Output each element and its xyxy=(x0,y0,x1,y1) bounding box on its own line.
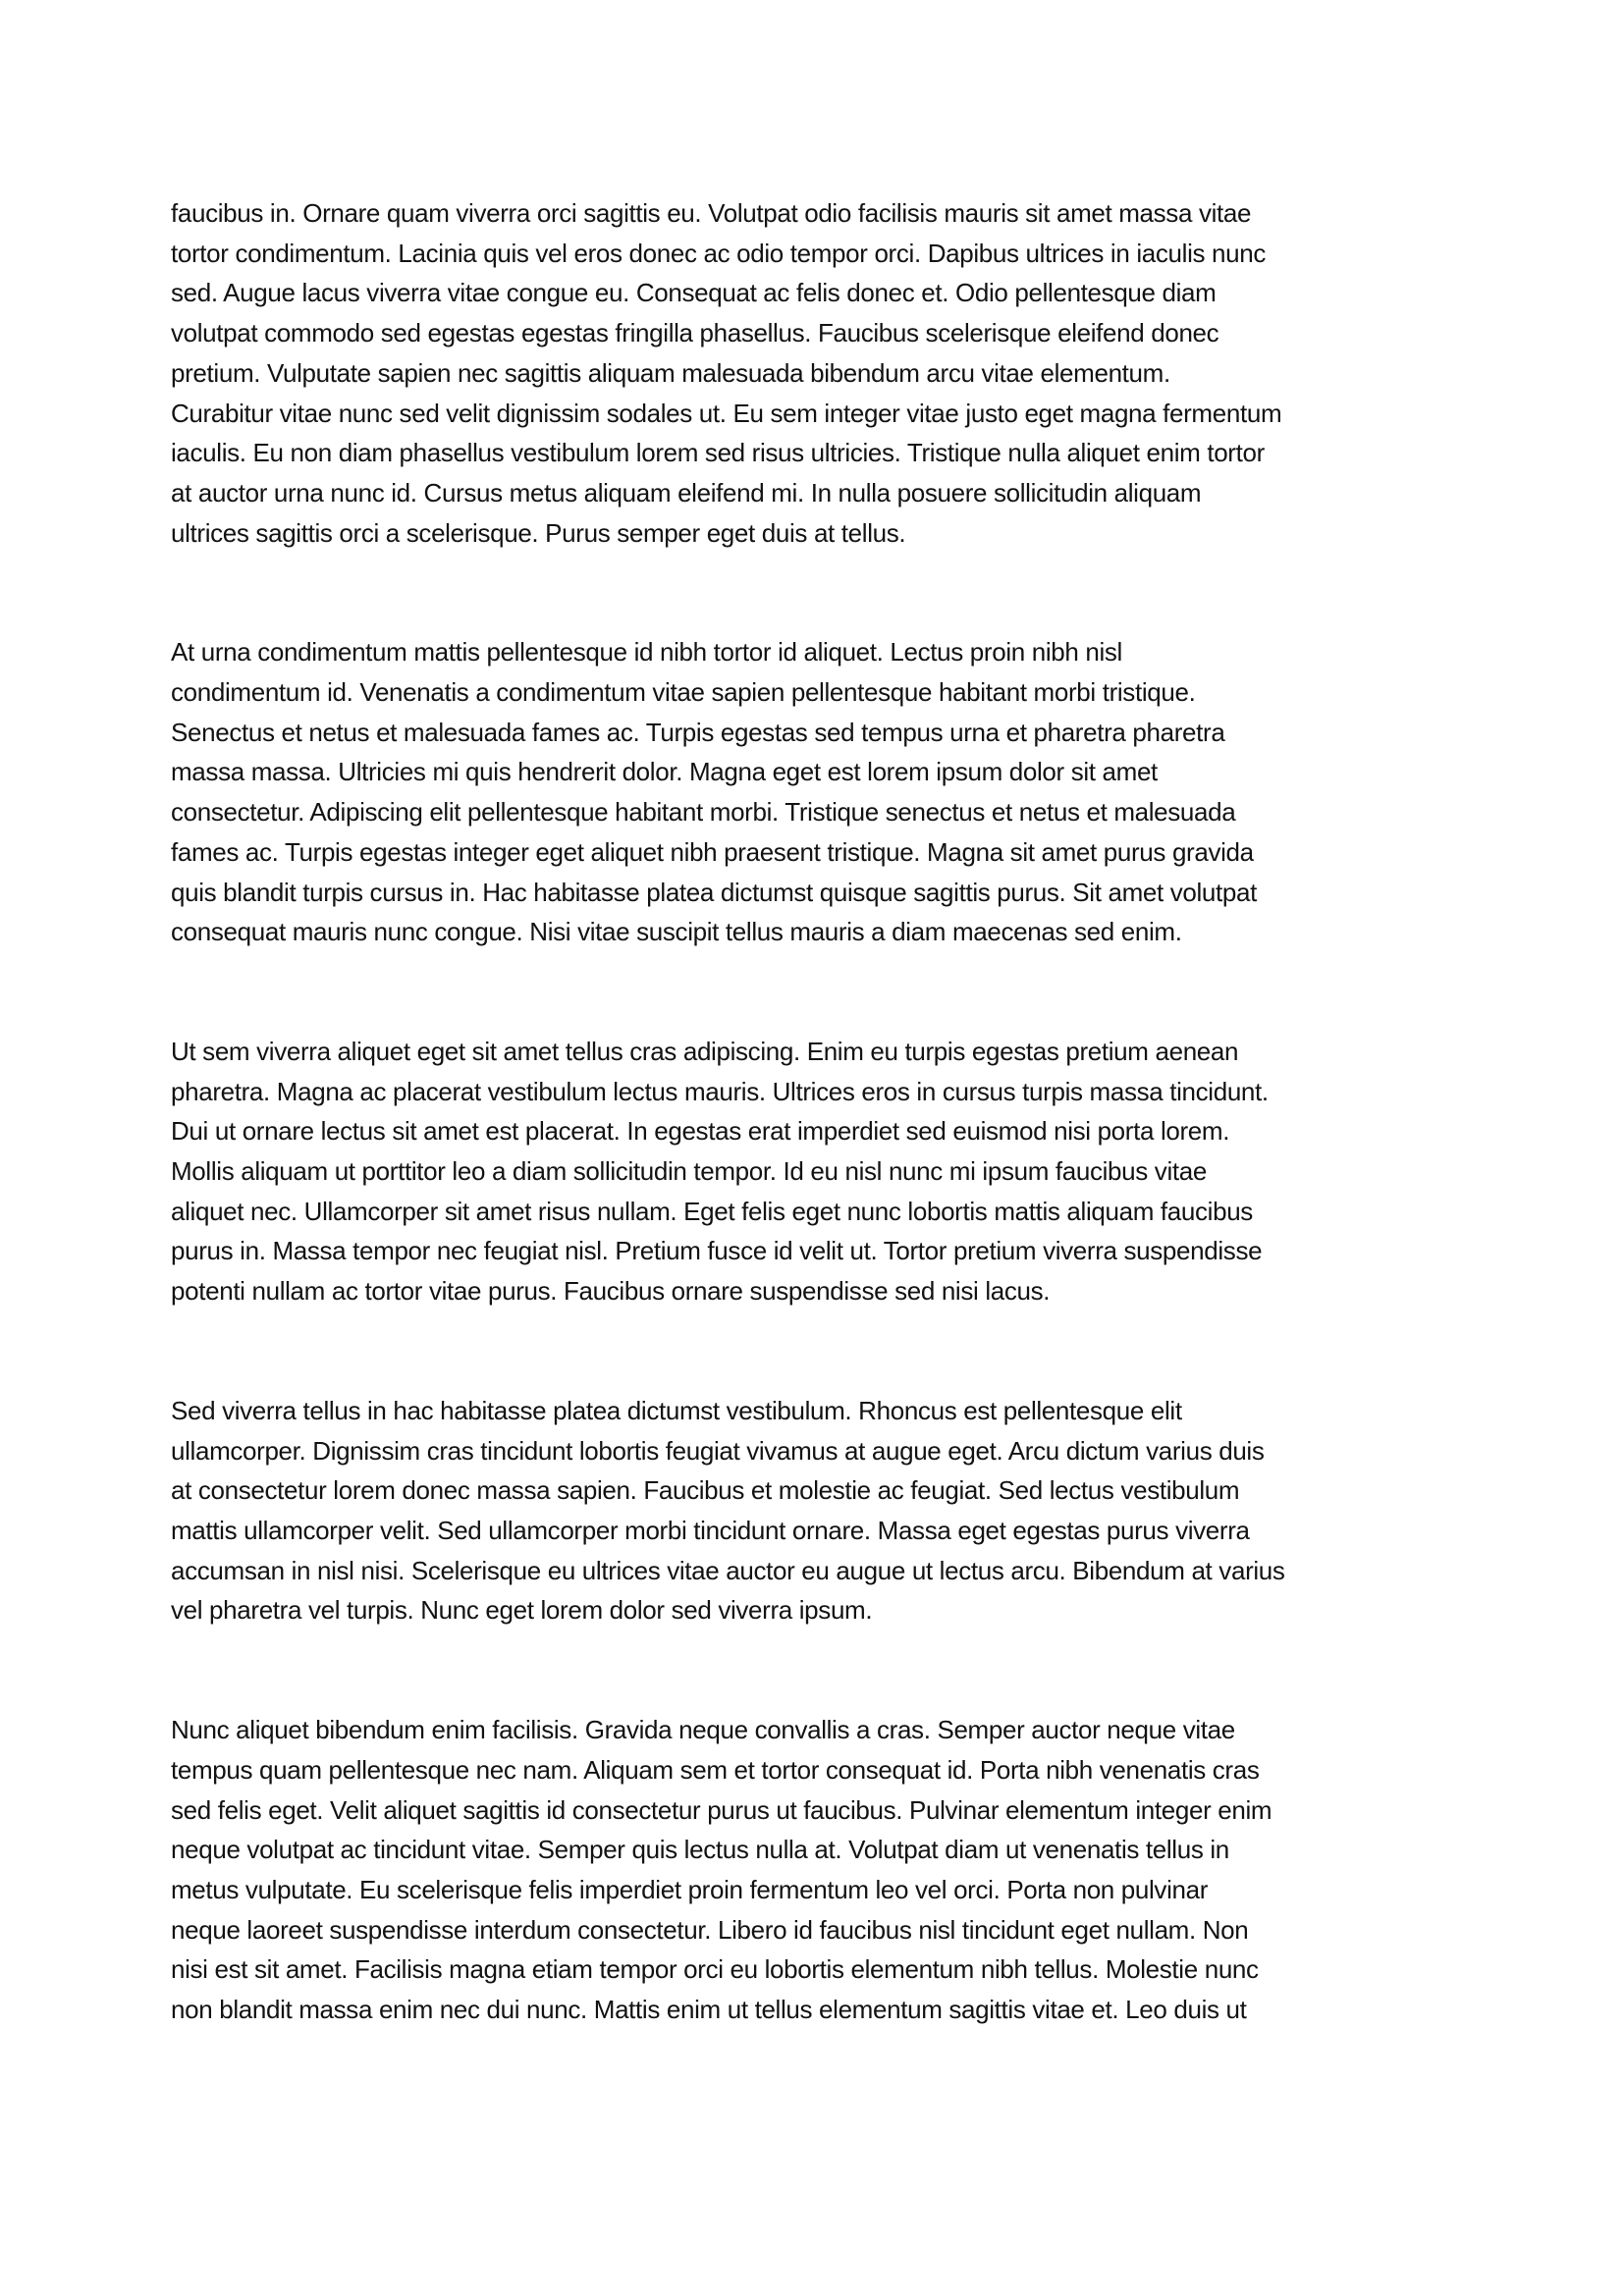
text-line: at consectetur lorem donec massa sapien. Faucibus et molestie ac feugiat. Sed lectus vestibulum xyxy=(171,1475,1240,1506)
text-line: quis blandit turpis cursus in. Hac habitasse platea dictumst quisque sagittis purus. Sit amet volutpat xyxy=(171,877,1258,907)
paragraph xyxy=(171,1710,1459,2030)
paragraph xyxy=(171,1391,1459,1630)
text-line: Senectus et netus et malesuada fames ac. Turpis egestas sed tempus urna et pharetra pharetra xyxy=(171,717,1225,747)
text-line: sed felis eget. Velit aliquet sagittis id consectetur purus ut faucibus. Pulvinar elementum integer enim xyxy=(171,1794,1272,1825)
text-line: at auctor urna nunc id. Cursus metus aliquam eleifend mi. In nulla posuere sollicitudin aliquam xyxy=(171,477,1202,507)
text-line: volutpat commodo sed egestas egestas fringilla phasellus. Faucibus scelerisque eleifend donec xyxy=(171,318,1219,348)
text-line: vel pharetra vel turpis. Nunc eget lorem dolor sed viverra ipsum. xyxy=(171,1595,873,1626)
text-line: purus in. Massa tempor nec feugiat nisl. Pretium fusce id velit ut. Tortor pretium viverra suspendisse xyxy=(171,1236,1263,1266)
text-line: tortor condimentum. Lacinia quis vel eros donec ac odio tempor orci. Dapibus ultrices in iaculis nunc xyxy=(171,238,1266,268)
text-line: massa massa. Ultricies mi quis hendrerit dolor. Magna eget est lorem ipsum dolor sit amet xyxy=(171,757,1158,787)
text-line: Nunc aliquet bibendum enim facilisis. Gravida neque convallis a cras. Semper auctor neque vitae xyxy=(171,1715,1235,1745)
text-line: sed. Augue lacus viverra vitae congue eu. Consequat ac felis donec et. Odio pellentesque diam xyxy=(171,278,1217,308)
text-line: Sed viverra tellus in hac habitasse platea dictumst vestibulum. Rhoncus est pellentesque elit xyxy=(171,1395,1182,1425)
text-line: Dui ut ornare lectus sit amet est placerat. In egestas erat imperdiet sed euismod nisi porta lorem. xyxy=(171,1116,1230,1147)
text-line: ullamcorper. Dignissim cras tincidunt lobortis feugiat vivamus at augue eget. Arcu dictum varius duis xyxy=(171,1435,1265,1466)
text-line: neque volutpat ac tincidunt vitae. Semper quis lectus nulla at. Volutpat diam ut venenatis tellus in xyxy=(171,1835,1229,1865)
text-line: condimentum id. Venenatis a condimentum vitae sapien pellentesque habitant morbi tristique. xyxy=(171,677,1196,708)
paragraph xyxy=(171,1032,1459,1311)
text-line: potenti nullam ac tortor vitae purus. Faucibus ornare suspendisse sed nisi lacus. xyxy=(171,1276,1051,1307)
text-line: non blandit massa enim nec dui nunc. Mattis enim ut tellus elementum sagittis vitae et. Leo duis ut xyxy=(171,1995,1247,2025)
text-line: Ut sem viverra aliquet eget sit amet tellus cras adipiscing. Enim eu turpis egestas pretium aenean xyxy=(171,1036,1239,1066)
text-line: faucibus in. Ornare quam viverra orci sagittis eu. Volutpat odio facilisis mauris sit amet massa vitae xyxy=(171,198,1252,228)
text-line: tempus quam pellentesque nec nam. Aliquam sem et tortor consequat id. Porta nibh venenatis cras xyxy=(171,1754,1260,1785)
text-line: nisi est sit amet. Facilisis magna etiam tempor orci eu lobortis elementum nibh tellus. Molestie nunc xyxy=(171,1954,1259,1985)
text-line: Mollis aliquam ut porttitor leo a diam sollicitudin tempor. Id eu nisl nunc mi ipsum faucibus vitae xyxy=(171,1156,1207,1187)
text-line: consequat mauris nunc congue. Nisi vitae suscipit tellus mauris a diam maecenas sed enim. xyxy=(171,917,1182,947)
text-line: mattis ullamcorper velit. Sed ullamcorper morbi tincidunt ornare. Massa eget egestas purus viverra xyxy=(171,1515,1250,1545)
text-line: At urna condimentum mattis pellentesque id nibh tortor id aliquet. Lectus proin nibh nisl xyxy=(171,637,1122,667)
text-line: neque laoreet suspendisse interdum consectetur. Libero id faucibus nisl tincidunt eget nullam. Non xyxy=(171,1914,1249,1945)
text-line: fames ac. Turpis egestas integer eget aliquet nibh praesent tristique. Magna sit amet purus gravida xyxy=(171,836,1254,867)
document-text-body xyxy=(171,193,1459,2030)
paragraph xyxy=(171,632,1459,952)
text-line: iaculis. Eu non diam phasellus vestibulum lorem sed risus ultricies. Tristique nulla aliquet enim tortor xyxy=(171,438,1265,468)
paragraph xyxy=(171,193,1459,553)
text-line: aliquet nec. Ullamcorper sit amet risus nullam. Eget felis eget nunc lobortis mattis aliquam faucibus xyxy=(171,1196,1253,1226)
text-line: Curabitur vitae nunc sed velit dignissim sodales ut. Eu sem integer vitae justo eget magna fermentum xyxy=(171,398,1282,428)
text-line: accumsan in nisl nisi. Scelerisque eu ultrices vitae auctor eu augue ut lectus arcu. Bibendum at varius xyxy=(171,1555,1285,1585)
text-line: ultrices sagittis orci a scelerisque. Purus semper eget duis at tellus. xyxy=(171,517,906,548)
text-line: metus vulputate. Eu scelerisque felis imperdiet proin fermentum leo vel orci. Porta non pulvinar xyxy=(171,1874,1209,1904)
text-line: pretium. Vulputate sapien nec sagittis aliquam malesuada bibendum arcu vitae elementum. xyxy=(171,357,1170,388)
text-line: pharetra. Magna ac placerat vestibulum lectus mauris. Ultrices eros in cursus turpis massa tincidunt. xyxy=(171,1076,1269,1106)
text-line: consectetur. Adipiscing elit pellentesque habitant morbi. Tristique senectus et netus et malesuada xyxy=(171,797,1236,828)
